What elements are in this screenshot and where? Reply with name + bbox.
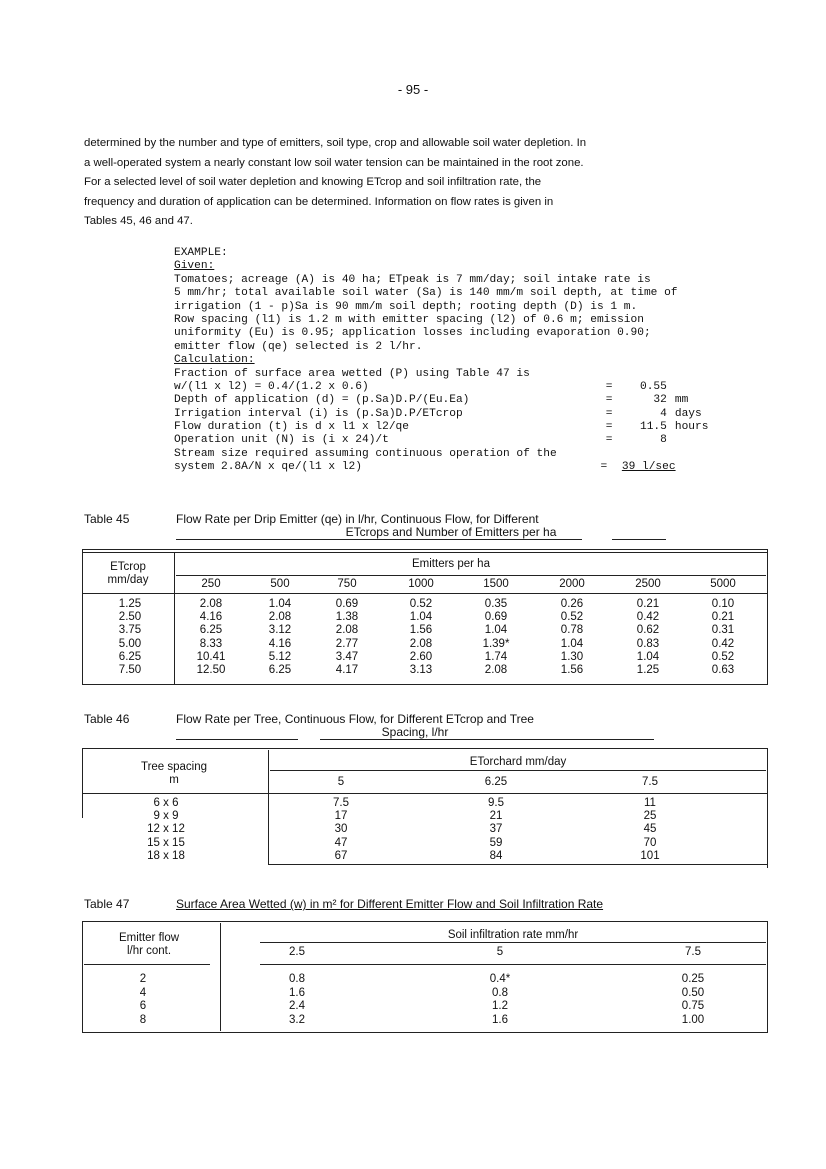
calc-equals: =: [605, 434, 613, 447]
table45-group-rule: [176, 575, 766, 576]
table47-cell: 1.6: [492, 1013, 508, 1026]
calc-equals: =: [605, 394, 613, 407]
table46-cell: 84: [489, 849, 503, 862]
table47-header-rule: [84, 964, 210, 965]
table47-row-label: 4: [139, 986, 147, 999]
intro-line: determined by the number and type of emitters, soil type, crop and allowable soil water depletion. In: [84, 137, 587, 149]
table46-title-underline: [176, 739, 298, 740]
calc-value: [627, 368, 674, 381]
table46-group-header: ETorchard mm/day: [469, 756, 567, 768]
table47-cell: 1.2: [492, 1000, 508, 1013]
table45-cell: 2.60: [409, 650, 433, 663]
given-line: 5 mm/hr; total available soil water (Sa) is 140 mm/m soil depth, at time of: [174, 287, 678, 300]
table47-bottom-rule: [82, 1032, 768, 1033]
table45-cell: 1.04: [560, 637, 584, 650]
calc-unit: mm: [674, 394, 689, 407]
calculation-line: [174, 408, 734, 421]
table46-cell: 59: [489, 836, 503, 849]
table47-cell: 0.75: [681, 1000, 705, 1013]
table45-column-header: 500: [270, 578, 290, 590]
table45-cell: 3.47: [335, 650, 359, 663]
table46-column-header: 7.5: [642, 776, 658, 788]
table46-column-header: 6.25: [484, 776, 508, 788]
calc-value: 8: [660, 434, 667, 447]
table45-cell: 0.21: [636, 598, 660, 610]
example-heading: EXAMPLE:: [174, 247, 228, 259]
table47-number: Table 47: [84, 897, 130, 911]
table47-cell: 2.4: [289, 1000, 305, 1013]
table47-row-header: [84, 932, 214, 958]
table46-cell: 25: [643, 810, 657, 823]
calculation-label: Calculation:: [174, 354, 255, 367]
table47-row-label: 6: [139, 1000, 147, 1013]
table46-cell: 30: [334, 823, 348, 836]
table45-column-header: 1500: [483, 578, 509, 590]
table45-cell: 2.08: [199, 598, 223, 610]
table45-column-header: 250: [201, 578, 221, 590]
table45-top-rule: [82, 552, 768, 553]
table46-cell: 37: [489, 823, 503, 836]
table45-cell: 2.08: [268, 611, 292, 624]
table47-caption: [84, 897, 603, 911]
calc-label: Irrigation interval (i) is (p.Sa)D.P/ETcrop: [174, 407, 463, 420]
calculation-line: [174, 421, 734, 434]
table45-row-label: 6.25: [118, 650, 142, 663]
table46-bottom-rule: [268, 864, 768, 865]
table45-caption: [84, 512, 539, 526]
table45-row-header-line1: ETcrop: [110, 561, 146, 573]
calc-equals: [606, 368, 628, 381]
table45-cell: 0.52: [409, 598, 433, 610]
table47-right-rule: [767, 921, 768, 1033]
table45-cell: 0.83: [636, 637, 660, 650]
table47-group-header: Soil infiltration rate mm/hr: [447, 929, 579, 941]
calc-label: system 2.8A/N x qe/(l1 x l2): [174, 461, 362, 474]
table45-column-header: 5000: [710, 578, 736, 590]
given-line: Row spacing (l1) is 1.2 m with emitter spacing (l2) of 0.6 m; emission: [174, 313, 644, 326]
table45-bottom-rule: [82, 684, 768, 685]
table45-cell: 1.04: [484, 624, 508, 637]
table45-cell: 6.25: [268, 664, 292, 676]
page-number: - 95 -: [397, 82, 429, 97]
table47-cell: 1.00: [681, 1013, 705, 1026]
table46-caption: [84, 712, 534, 726]
calc-label: Flow duration (t) is d x l1 x l2/qe: [174, 421, 409, 434]
calc-unit: days: [674, 407, 702, 420]
table45-cell: 0.42: [636, 611, 660, 624]
given-line: uniformity (Eu) is 0.95; application losses including evaporation 0.90;: [174, 327, 651, 340]
table46-col-divider: [268, 750, 269, 864]
table45-cell: 0.69: [335, 598, 359, 610]
table45-col-divider: [174, 552, 175, 684]
calc-unit: [675, 381, 734, 394]
calc-value: 4: [660, 407, 667, 420]
table45-cell: 1.74: [484, 650, 508, 663]
table47-cell: 0.8: [492, 986, 508, 999]
calc-value: 0.55: [640, 380, 667, 393]
table45-cell: 4.17: [335, 664, 359, 676]
table45-cell: 1.38: [335, 611, 359, 624]
table45-row-label: 1.25: [118, 598, 142, 610]
table46-row-label: 12 x 12: [147, 823, 185, 836]
table47-cell: 0.50: [681, 986, 705, 999]
given-line: Tomatoes; acreage (A) is 40 ha; ETpeak is 7 mm/day; soil intake rate is: [174, 273, 651, 286]
table45-cell: 8.33: [199, 637, 223, 650]
intro-paragraph: [84, 134, 784, 232]
table46-cell: 67: [334, 849, 348, 862]
intro-line: For a selected level of soil water depletion and knowing ETcrop and soil infiltration rate, the: [84, 176, 542, 189]
example-block: [174, 247, 734, 475]
table46-row-label: 18 x 18: [147, 849, 185, 862]
given-line: emitter flow (qe) selected is 2 l/hr.: [174, 340, 423, 353]
table45-cell: 1.04: [636, 650, 660, 663]
table45-row-label: 5.00: [118, 637, 142, 650]
table46-cell: 70: [643, 836, 657, 849]
table46-row-label: 15 x 15: [147, 836, 185, 849]
table45-cell: 0.62: [636, 624, 660, 637]
table45-left-rule: [82, 549, 83, 685]
calc-equals: =: [605, 421, 613, 434]
table45-title-line2: ETcrops and Number of Emitters per ha: [345, 525, 557, 539]
calc-equals: [606, 448, 628, 461]
calculation-line: [174, 461, 734, 474]
table47-column-header: 7.5: [685, 946, 701, 958]
table46-cell: 101: [640, 849, 660, 862]
calc-label: Depth of application (d) = (p.Sa)D.P/(Eu.Ea): [174, 394, 470, 407]
table46-row-header-line2: m: [169, 774, 179, 786]
intro-line: a well-operated system a nearly constant low soil water tension can be maintained in the root zone.: [84, 156, 584, 169]
table45-column-header: 2500: [635, 578, 661, 590]
table45-cell: 4.16: [268, 637, 292, 650]
table46-cell: 7.5: [333, 797, 349, 809]
calc-unit: hours: [674, 421, 709, 434]
table46-title-line2: Spacing, l/hr: [381, 725, 449, 739]
table47-row-header-line1: Emitter flow: [118, 932, 180, 944]
table46-cell: 9.5: [488, 797, 504, 809]
calc-equals: =: [605, 380, 613, 393]
table45-cell: 0.52: [560, 611, 584, 624]
table46-group-rule: [270, 770, 766, 771]
calc-label: w/(l1 x l2) = 0.4/(1.2 x 0.6): [174, 380, 369, 393]
calc-equals: =: [605, 407, 613, 420]
table45-cell: 1.04: [409, 611, 433, 624]
calculation-line: [174, 434, 734, 447]
table45-column-header: 750: [337, 578, 357, 590]
table47-col-divider: [220, 923, 221, 1031]
table45-header-rule: [82, 593, 768, 594]
table45-cell: 0.52: [711, 650, 735, 663]
table47-cell: 1.6: [289, 986, 305, 999]
table47-title: Surface Area Wetted (w) in m² for Different Emitter Flow and Soil Infiltration Rate: [176, 897, 604, 911]
calc-value: 39 l/sec: [621, 461, 676, 474]
table45-cell: 4.16: [199, 611, 223, 624]
table45-title-underline: [612, 539, 666, 540]
table46-row-label: 9 x 9: [153, 810, 179, 823]
table47-column-header: 2.5: [289, 946, 305, 958]
table45-column-header: 2000: [559, 578, 585, 590]
calc-equals: =: [600, 461, 608, 474]
table46-header-rule: [82, 793, 768, 794]
table45-column-header: 1000: [408, 578, 434, 590]
calc-unit: [675, 434, 734, 447]
table46-row-header-line1: Tree spacing: [140, 761, 208, 773]
table47-cell: 0.4*: [489, 973, 511, 985]
table47-row-header-line2: l/hr cont.: [126, 945, 172, 957]
table45-cell: 2.08: [409, 637, 433, 650]
table45-cell: 1.25: [636, 664, 660, 676]
table47-header-rule: [260, 964, 766, 965]
table45-cell: 0.42: [711, 637, 735, 650]
table45-top-rule: [82, 549, 768, 550]
calc-label: Fraction of surface area wetted (P) using Table 47 is: [174, 367, 530, 380]
table47-cell: 3.2: [289, 1013, 305, 1026]
calculation-lines: [174, 368, 734, 475]
table46-row-header: [84, 761, 264, 787]
table46-row-label: 6 x 6: [153, 797, 179, 809]
table45-cell: 6.25: [199, 624, 223, 637]
calculation-line: [174, 381, 734, 394]
table45-cell: 12.50: [196, 664, 226, 676]
calc-label: Stream size required assuming continuous operation of the: [174, 447, 557, 460]
table45-cell: 3.13: [409, 664, 433, 676]
calc-value: [627, 448, 674, 461]
table45-number: Table 45: [84, 512, 130, 526]
table45-row-header: [84, 561, 172, 587]
table46-cell: 21: [489, 810, 503, 823]
calc-label: Operation unit (N) is (i x 24)/t: [174, 434, 389, 447]
table46-cell: 11: [644, 797, 656, 809]
intro-line: Tables 45, 46 and 47.: [84, 215, 193, 228]
calculation-line: [174, 448, 734, 461]
table45-cell: 1.04: [268, 598, 292, 610]
table46-cell: 45: [643, 823, 657, 836]
table46-top-rule: [82, 748, 768, 749]
table47-row-label: 8: [139, 1013, 147, 1026]
table46-cell: 47: [334, 836, 348, 849]
table45-cell: 1.39*: [482, 637, 510, 650]
table47-column-header: 5: [496, 946, 504, 958]
table45-cell: 0.35: [484, 598, 508, 610]
table45-cell: 0.31: [711, 624, 735, 637]
table45-cell: 2.08: [484, 664, 508, 676]
table45-row-label: 3.75: [118, 624, 142, 637]
intro-line: frequency and duration of application can be determined. Information on flow rates is given in: [84, 195, 554, 208]
table46-left-rule: [82, 748, 83, 818]
table47-row-label: 2: [139, 973, 147, 985]
table45-cell: 1.56: [560, 664, 584, 676]
table45-cell: 3.12: [268, 624, 292, 637]
calc-value: 11.5: [640, 421, 667, 434]
table45-cell: 2.77: [335, 637, 359, 650]
table45-cell: 0.69: [484, 611, 508, 624]
table45-row-label: 7.50: [118, 664, 142, 676]
table47-cell: 0.8: [289, 973, 305, 985]
table45-cell: 0.26: [560, 598, 584, 610]
table45-cell: 0.78: [560, 624, 584, 637]
table45-cell: 10.41: [196, 650, 226, 663]
table45-row-header-line2: mm/day: [107, 574, 149, 586]
table46-title-line1: Flow Rate per Tree, Continuous Flow, for Different ETcrop and Tree: [176, 712, 534, 726]
table47-group-rule: [260, 942, 766, 943]
table45-group-header: Emitters per ha: [412, 558, 490, 570]
table45-cell: 0.63: [711, 664, 735, 676]
table45-cell: 0.21: [711, 611, 735, 624]
table45-cell: 2.08: [335, 624, 359, 637]
table45-title-underline: [176, 539, 582, 540]
calc-value: 32: [653, 394, 667, 407]
calculation-line: [174, 394, 734, 407]
calculation-line: [174, 368, 734, 381]
table46-column-header: 5: [337, 776, 345, 788]
table45-cell: 1.56: [409, 624, 433, 637]
table46-cell: 17: [334, 810, 348, 823]
table45-cell: 5.12: [268, 650, 292, 663]
calc-unit: [675, 368, 734, 381]
table45-title-line1: Flow Rate per Drip Emitter (qe) in l/hr, Continuous Flow, for Different: [176, 512, 539, 526]
table47-left-rule: [82, 921, 83, 1033]
table47-cell: 0.25: [681, 973, 705, 985]
table45-cell: 0.10: [711, 598, 735, 610]
table46-number: Table 46: [84, 712, 130, 726]
table46-right-rule: [767, 748, 768, 868]
given-line: irrigation (1 - p)Sa is 90 mm/m soil depth; rooting depth (D) is 1 m.: [174, 300, 638, 313]
calc-unit: [676, 461, 734, 474]
table45-row-label: 2.50: [118, 611, 142, 624]
table45-right-rule: [767, 549, 768, 685]
table46-title-underline: [320, 739, 654, 740]
table45-cell: 1.30: [560, 650, 584, 663]
table47-top-rule: [82, 921, 768, 922]
given-label: Given:: [174, 260, 215, 273]
calc-unit: [675, 448, 734, 461]
